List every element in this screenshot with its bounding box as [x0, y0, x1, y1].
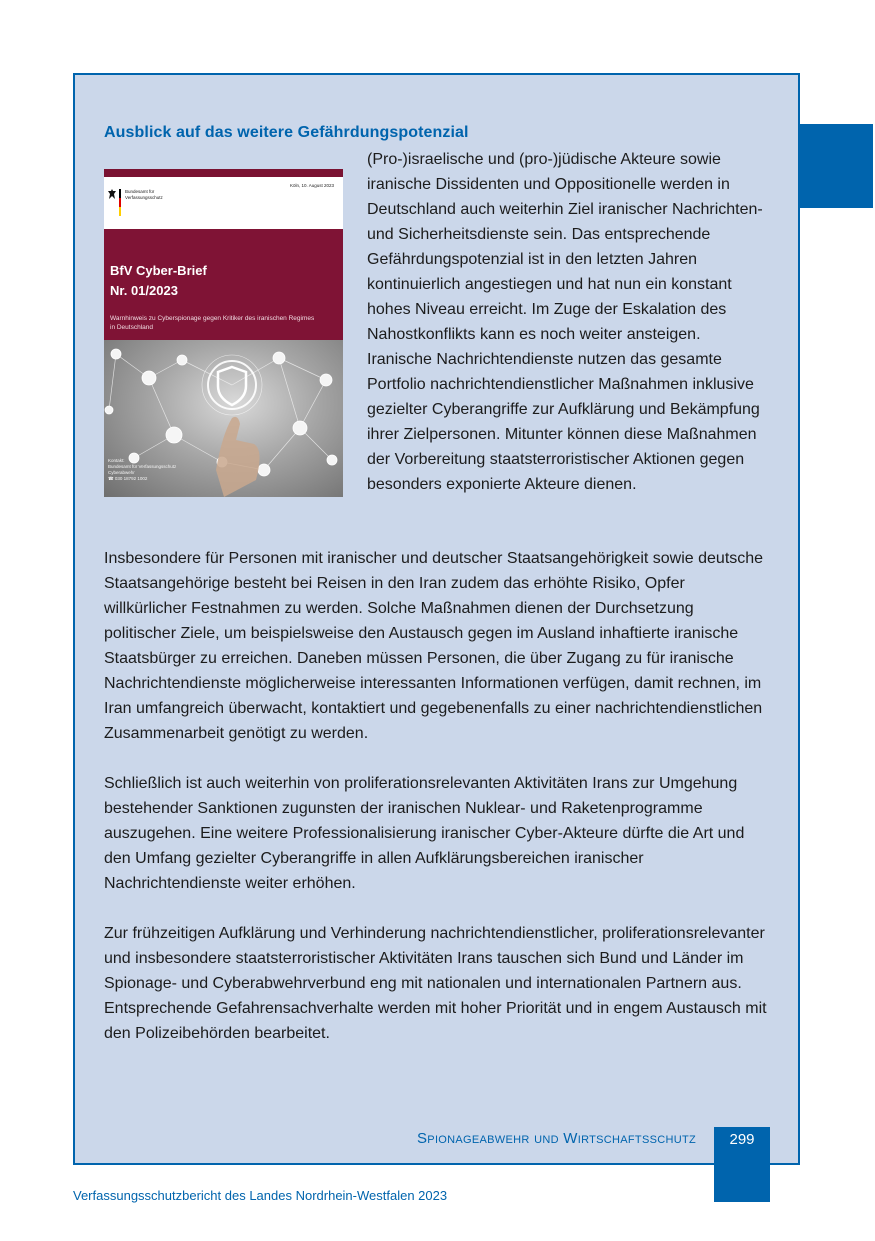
chapter-tab-marker	[799, 124, 873, 208]
page-number: 299	[729, 1131, 755, 1148]
paragraph-1: (Pro-)israelische und (pro-)jüdische Akteure sowie iranische Dissidenten und Oppositionelle werden in Deutschland auch weiterhin Ziel iranischer Nachrichten- und Sicherheitsdienste sein. Das entsprechende Gefährdungspotenzial ist in den letzten Jahren kontinuierlich angestiegen und hat nun ein konstant hohes Niveau erreicht. Im Zuge der Eskalation des Nahostkonflikts kann es noch weiter ansteigen. Iranische Nachrichtendienste nutzen das gesamte Portfolio nachrichtendienstlicher Maßnahmen inklusive gezielter Cyberangriffe zur Aufklärung und Bekämpfung ihrer Zielpersonen. Mitunter können diese Maßnahmen der Vorbereitung staatsterroristischer Aktionen gegen besonders exponierte Akteure dienen.	[367, 151, 763, 493]
paragraph-2: Insbesondere für Personen mit iranischer und deutscher Staatsangehörigkeit sowie deutsche Staatsangehörige besteht bei Reisen in den Iran zudem das erhöhte Risiko, Opfer willkürlicher Festnahmen zu werden. Solche Maßnahmen dienen der Durchsetzung politischer Ziele, um beispielsweise den Austausch gegen im Ausland inhaftierte iranische Staatsbürger zu erreichen. Daneben müssen Personen, die über Zugang zu für iranische Nachrichtendienste möglicherweise interessanten Informationen verfügen, damit rechnen, im Iran umfangreich überwacht, kontaktiert und gegebenenfalls zu einer nachrichtendienstlichen Zusammenarbeit genötigt zu werden.	[104, 550, 764, 742]
federal-eagle-icon	[108, 189, 116, 199]
brochure-subtitle: Warnhinweis zu Cyberspionage gegen Kritiker des iranischen Regimes in Deutschland	[110, 315, 315, 331]
paragraph-4: Zur frühzeitigen Aufklärung und Verhinderung nachrichtendienstlicher, proliferationsrelevanter und insbesondere staatsterroristischer Aktivitäten Irans tauschen sich Bund und Länder im Spionage- und Cyberabwehrverbund eng mit nationalen und internationalen Partnern aus. Entsprechende Gefahrensachverhalte werden mit hoher Priorität und in engem Austausch mit den Polizeibehörden bearbeitet.	[104, 925, 767, 1042]
paragraph-3: Schließlich ist auch weiterhin von proliferationsrelevanten Aktivitäten Irans zur Umgehung bestehender Sanktionen zugunsten der iranischen Nuklear- und Raketenprogramme auszugehen. Eine weitere Professionalisierung iranischer Cyber-Akteure dürfte die Art und den Umfang gezielter Cyberangriffe in allen Aufklärungsbereichen iranischer Nachrichtendienste weiter erhöhen.	[104, 775, 745, 892]
brochure-agency: Bundesamt für Verfassungsschutz	[125, 189, 163, 200]
running-footer-section-title: Spionageabwehr und Wirtschaftsschutz	[417, 1130, 696, 1147]
hand-silhouette	[216, 417, 260, 497]
section-heading: Ausblick auf das weitere Gefährdungspotenzial	[104, 124, 469, 141]
shield-icon	[218, 367, 246, 405]
brochure-contact: Kontakt: Bundesamt für Verfassungsschutz Cyberabwehr ☎ 030 18792 1002	[108, 458, 177, 481]
brochure-title: BfV Cyber-Brief Nr. 01/2023	[110, 263, 207, 298]
publication-title: Verfassungsschutzbericht des Landes Nordrhein-Westfalen 2023	[73, 1188, 448, 1203]
german-flag-stripe	[119, 189, 121, 216]
brochure-cover-image	[104, 169, 343, 497]
brochure-date: Köln, 10. August 2023	[289, 183, 334, 188]
